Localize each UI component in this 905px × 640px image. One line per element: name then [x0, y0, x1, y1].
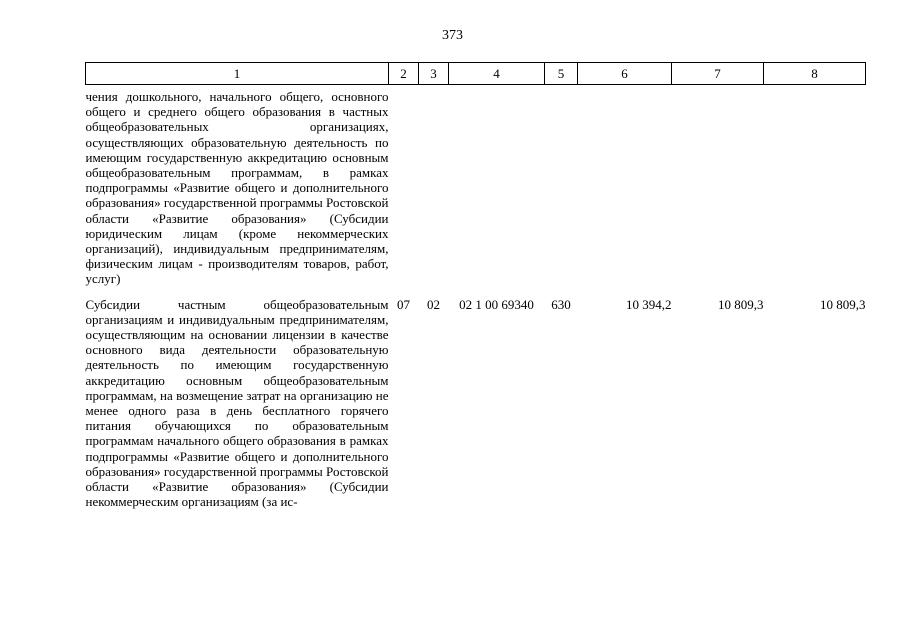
- budget-table: [85, 62, 866, 509]
- description-text: чения дошкольного, начального общего, основного общего и среднего общего образования в частных общеобразовательных организациях, осуществляющих образовательную деятельность по имеющим государственную аккредитацию основным общеобразовательным программам, в рамках подпрограммы «Развитие общего и дополнительного образования» государственной программы Ростовской области «Развитие образования» (Субсидии юридическим лицам (кроме некоммерческих организаций), индивидуальным предпринимателям, физическим лицам - производителям товаров, работ, услуг): [85, 89, 389, 287]
- target-article-code: 02 1 00 69340: [459, 296, 534, 312]
- column-header: 4: [449, 63, 545, 85]
- target-article-code: [449, 85, 545, 297]
- expense-type-code: 630: [551, 296, 571, 312]
- amount-col-8: [764, 85, 866, 297]
- column-header: 6: [578, 63, 672, 85]
- column-header: 8: [764, 63, 866, 85]
- amount-col-7: 10 809,3: [718, 296, 764, 312]
- description-text: Субсидии частным общеобразовательным организациям и индивидуальным предпринимателям, осуществляющим на основании лицензии в качестве основного вида деятельности образовательную деятельность по имеющим государственную аккредитацию основным общеобразовательным программам, на возмещение затрат на организацию не менее одного раза в день бесплатного горячего питания обучающихся по образовательным программам начального общего образования в рамках подпрограммы «Развитие общего и дополнительного образования» государственной программы Ростовской области «Развитие образования» (Субсидии некоммерческим организациям (за ис-: [85, 296, 389, 510]
- subsection-code: 02: [427, 296, 440, 312]
- section-code: 07: [397, 296, 410, 312]
- amount-col-7: [672, 85, 764, 297]
- expense-type-code: [545, 85, 578, 297]
- table-header-row: [86, 63, 866, 85]
- row-description: [86, 297, 389, 510]
- table-row: [86, 297, 866, 510]
- amount-col-6: [578, 85, 672, 297]
- section-code: [389, 85, 419, 297]
- subsection-code: [419, 85, 449, 297]
- column-header: 7: [672, 63, 764, 85]
- amount-col-6: 10 394,2: [626, 296, 672, 312]
- row-description: [86, 85, 389, 297]
- amount-col-8: 10 809,3: [820, 296, 866, 312]
- table-row: [86, 85, 866, 297]
- page-number: 373: [442, 28, 463, 43]
- column-header: 2: [389, 63, 419, 85]
- column-header: 3: [419, 63, 449, 85]
- column-header: 1: [86, 63, 389, 85]
- column-header: 5: [545, 63, 578, 85]
